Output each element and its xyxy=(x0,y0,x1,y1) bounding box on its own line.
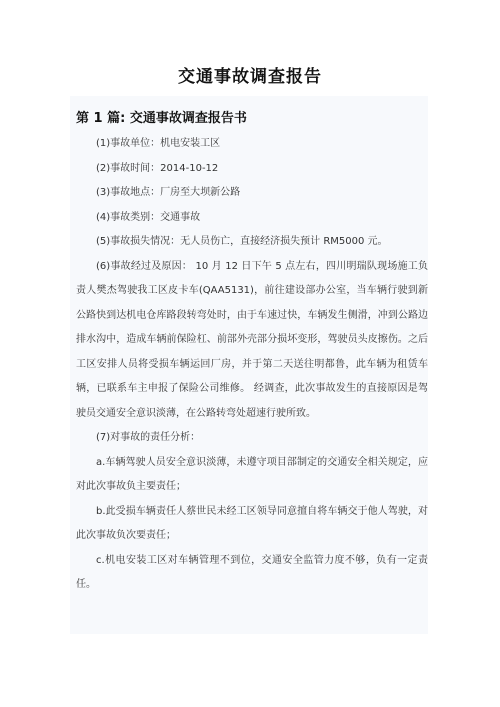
paragraph-accident-process: (6)事故经过及原因： 10 月 12 日下午 5 点左右，四川明瑞队现场施工负责人樊杰驾驶我工区皮卡车(QAA5131)，前往建设部办公室，当车辆行驶到新公路快到达机电仓库路段转弯处时，由于车速过快，车辆发生侧滑，冲到公路边排水沟中，造成车辆前保险杠、前部外壳部分损坏变形，驾驶员头皮擦伤。之后工区安排人员将受损车辆运回厂房，并于第二天送往明都鲁，此车辆为租赁车辆，已联系车主申报了保险公司维修。 经调查，此次事故发生的直接原因是驾驶员交通安全意识淡薄，在公路转弯处超速行驶所致。 xyxy=(76,260,428,419)
section-heading: 第 1 篇: 交通事故调查报告书 xyxy=(76,111,247,126)
paragraph-responsibility-heading: (7)对事故的责任分析： xyxy=(96,432,201,443)
paragraph-responsibility-c: c.机电安装工区对车辆管理不到位，交通安全监管力度不够，负有一定责任。 xyxy=(76,554,428,590)
paragraph-accident-loss: (5)事故损失情况：无人员伤亡，直接经济损失预计 RM5000 元。 xyxy=(96,236,388,247)
paragraph-accident-location: (3)事故地点：厂房至大坝新公路 xyxy=(96,187,241,198)
document-title: 交通事故调查报告 xyxy=(178,67,322,87)
paragraph-accident-time: (2)事故时间：2014-10-12 xyxy=(96,162,219,174)
document-body xyxy=(76,132,428,598)
paragraph-accident-unit: (1)事故单位：机电安装工区 xyxy=(96,138,221,149)
paragraph-accident-category: (4)事故类别：交通事故 xyxy=(96,211,201,223)
paragraph-responsibility-a: a.车辆驾驶人员安全意识淡薄，未遵守项目部制定的交通安全相关规定，应对此次事故负主要责任； xyxy=(76,456,428,492)
paragraph-responsibility-b: b.此受损车辆责任人蔡世民未经工区领导同意擅自将车辆交于他人驾驶，对此次事故负次要责任； xyxy=(76,505,428,541)
